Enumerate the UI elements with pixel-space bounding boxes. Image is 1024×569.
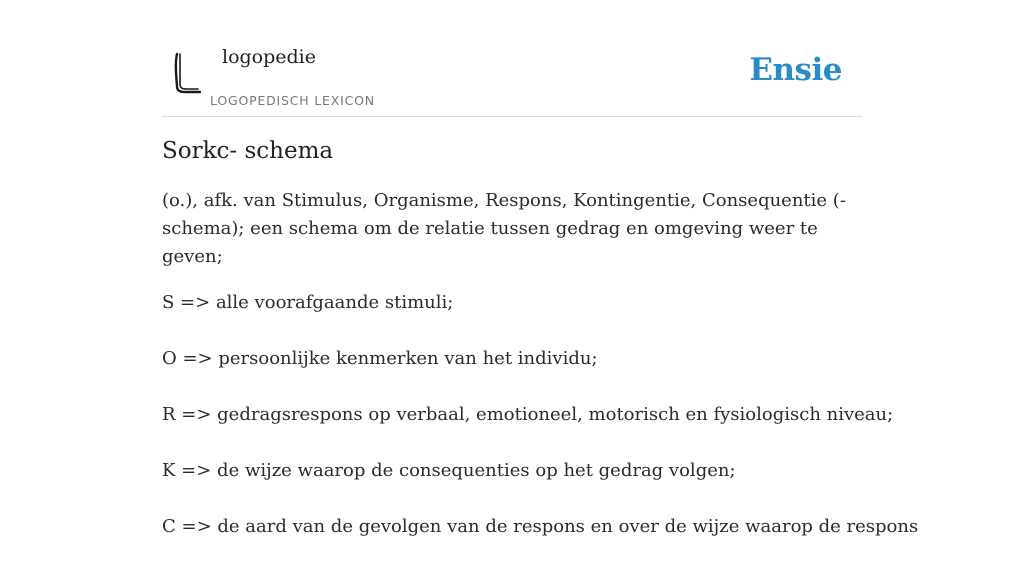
letter-l-logo-icon[interactable] — [166, 48, 206, 96]
site-subtitle: LOGOPEDISCH LEXICON — [210, 93, 375, 108]
brand-logo-link[interactable]: Ensie — [749, 52, 842, 88]
entry-title: Sorkc- schema — [162, 138, 334, 164]
entry-intro: (o.), afk. van Stimulus, Organisme, Respons, Kontingentie, Consequentie (-schema); een schema om de relatie tussen gedrag en omgeving weer te geven; — [162, 190, 846, 267]
entry-line-r: R => gedragsrespons op verbaal, emotioneel, motorisch en fysiologisch niveau; — [162, 404, 894, 425]
entry-lines — [162, 289, 919, 541]
entry-line-s: S => alle voorafgaande stimuli; — [162, 292, 454, 313]
entry-line-k: K => de wijze waarop de consequenties op het gedrag volgen; — [162, 460, 736, 481]
site-header — [162, 36, 862, 117]
entry-line-o: O => persoonlijke kenmerken van het individu; — [162, 348, 598, 369]
entry-content — [162, 138, 919, 569]
site-name[interactable]: logopedie — [222, 46, 317, 68]
entry-line-c: C => de aard van de gevolgen van de respons en over de wijze waarop de respons — [162, 516, 919, 537]
